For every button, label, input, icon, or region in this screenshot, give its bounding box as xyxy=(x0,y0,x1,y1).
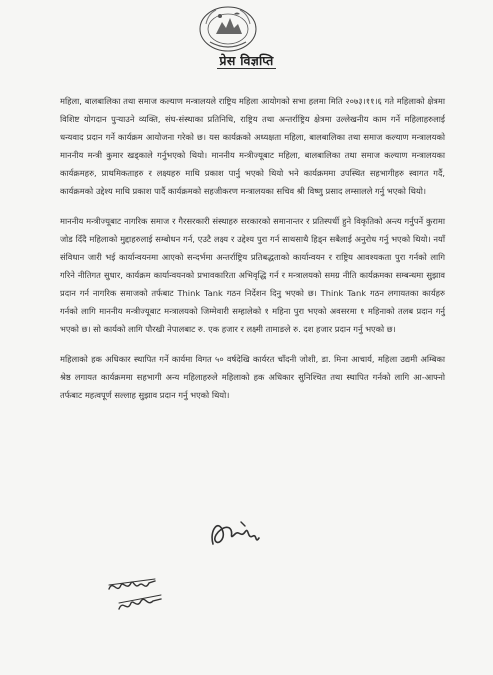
handwritten-date-note-icon xyxy=(105,575,165,620)
handwritten-signature-icon xyxy=(205,510,265,555)
nepal-government-emblem-icon xyxy=(196,4,260,54)
paragraph-2: माननीय मन्त्रीज्यूबाट नागरिक समाज र गैरसरकारी संस्थाहरु सरकारको समानान्तर र प्रतिस्पर्धी हुने विकृतिको अन्त्य गर्नुपर्ने कुरामा जोड दिँदै महिलाको मुद्दाहरुलाई सम्बोधन गर्न, एउटै लक्ष्य र उद्देश्य पुरा गर्न साथसाथै हिड्न सबैलाई अनुरोध गर्नु भएको थियो। नयाँ संविधान जारी भई कार्यान्वयनमा आएको सन्दर्भमा अन्तर्राष्ट्रिय प्रतिबद्धताको कार्यान्वयन र राष्ट्रिय आवश्यकता पुरा गर्नको लागि गरिने नीतिगत सुधार, कार्यक्रम कार्यान्वयनको प्रभावकारिता अभिवृद्धि गर्न र मन्त्रालयको समग्र नीति कार्यक्रमका सम्बन्धमा सुझाव प्रदान गर्न नागरिक समाजको तर्फबाट Think Tank गठन निर्देशन दिनु भएको छ। Think Tank गठन लगायतका कार्यहरु गर्नको लागि माननीय मन्त्रीज्यूबाट मन्त्रालयको जिम्मेवारी सम्हालेको १ महिना पुरा भएको अवसरमा १ महिनाको तलब प्रदान गर्नु भएको छ। सो कार्यको लागि पौरखी नेपालबाट रु. एक हजार र लक्ष्मी तामाङले रु. दश हजार प्रदान गर्नु भएको छ। xyxy=(60,216,445,334)
page-title: प्रेस विज्ञप्ति xyxy=(219,53,274,68)
paragraph-1: महिला, बालबालिका तथा समाज कल्याण मन्त्रालयले राष्ट्रिय महिला आयोगको सभा हलमा मिति २०७३।११।६ गते महिलाको क्षेत्रमा विशिष्ट योगदान पुऱ्याउने व्यक्ति, संघ-संस्थाका प्रतिनिधि, राष्ट्रिय तथा अन्तर्राष्ट्रिय क्षेत्रमा उल्लेखनीय काम गर्ने महिलाहरुलाई धन्यवाद प्रदान गर्ने कार्यक्रम आयोजना गरेको छ। यस कार्यक्रको अध्यक्षता महिला, बालबालिका तथा समाज कल्याण मन्त्रालयको माननीय मन्त्री कुमार खड्काले गर्नुभएको थियो। माननीय मन्त्रीज्यूबाट महिला, बालबालिका तथा समाज कल्याण मन्त्रालयका कार्यक्रमहरु, प्राथमिकताहरु र लक्ष्यहरु माथि प्रकाश पार्नु भएको थियो भने कार्यक्रममा उपस्थित सहभागीहरु स्वागत गर्दै, कार्यक्रमको उद्देश्य माथि प्रकाश पार्दै कार्यक्रमको सहजीकरण मन्त्रालयका सचिव श्री विष्णु प्रसाद लम्सालले गर्नु भएको थियो। xyxy=(60,96,445,196)
press-release-body xyxy=(60,92,445,416)
paragraph-3: महिलाको हक अधिकार स्थापित गर्ने कार्यमा विगत ५० वर्षदेखि कार्यरत चाँदनी जोशी, डा. मिना आचार्य, महिला उद्यमी अम्बिका श्रेष्ठ लगायत कार्यक्रममा सहभागी अन्य महिलाहरुले महिलाको हक अधिकार सुनिश्चित तथा स्थापित गर्नको लागि आ-आफ्नो तर्फबाट महत्वपूर्ण सल्लाह सुझाव प्रदान गर्नु भएको थियो। xyxy=(60,354,445,400)
